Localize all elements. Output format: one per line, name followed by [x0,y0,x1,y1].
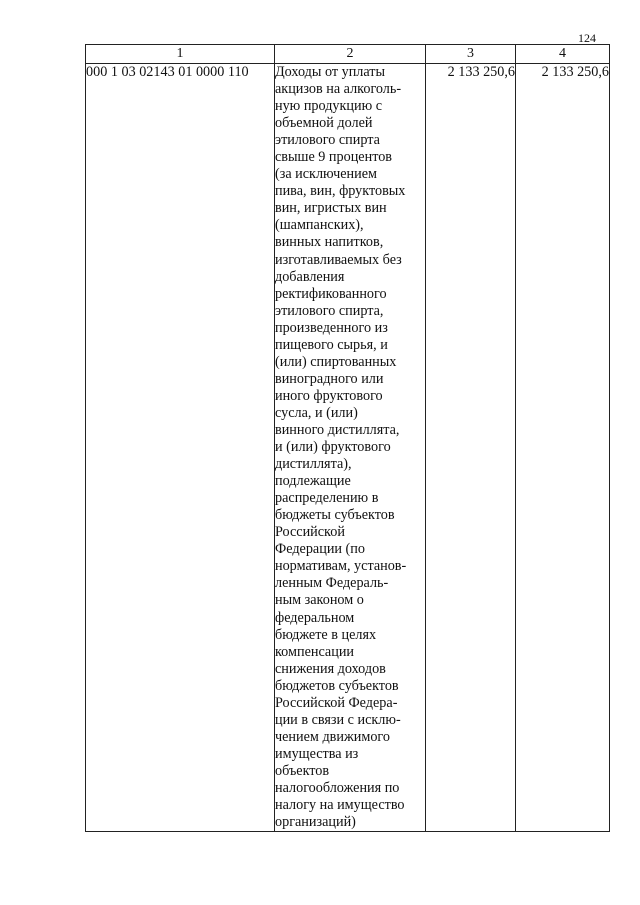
description-line: Доходы от уплаты [275,64,386,80]
column-header-3: 3 [426,45,516,64]
description-line: федеральном [275,609,355,626]
page-number: 124 [578,31,596,45]
description-line: дистиллята), [275,456,352,473]
description-line: виноградного или [275,370,384,387]
description-line: налогообложения по [275,779,400,796]
description-line: ную продукцию с [275,98,383,115]
table-header-row [86,45,610,64]
description-line: пива, вин, фруктовых [275,183,406,200]
description-line: иного фруктового [275,387,383,404]
description-line: Российской [275,524,345,541]
description-line: (за исключением [275,166,377,183]
description-line: компенсации [275,643,355,660]
description-line: распределению в [275,490,379,507]
description-line: ции в связи с исклю- [275,711,401,728]
column-header-2: 2 [275,45,426,64]
description-line: ректификованного [275,285,387,302]
description-line: Федерации (по [275,541,365,558]
column-header-1: 1 [86,45,275,64]
description-line: этилового спирта [275,132,380,149]
description-line: акцизов на алкоголь- [275,81,402,98]
description-line: добавления [275,268,345,285]
description-line: объемной долей [275,115,373,132]
description-line: имущества из [275,745,359,762]
description-line: произведенного из [275,319,388,336]
description-line: вин, игристых вин [275,200,387,217]
amount-column-3: 2 133 250,6 [426,64,516,832]
description-line: Российской Федера- [275,694,398,711]
table-row [86,64,610,832]
description-line: бюджетов субъектов [275,677,399,694]
column-header-4: 4 [516,45,610,64]
description-line: изготавливаемых без [275,251,402,268]
description-line: (или) спиртованных [275,353,397,370]
description-line: ленным Федераль- [275,575,389,592]
description-line: этилового спирта, [275,302,384,319]
description-line: снижения доходов [275,660,386,677]
description-line: налогу на имущество [275,797,405,814]
description-line: сусла, и (или) [275,404,358,421]
description-line: организаций) [275,814,356,831]
description-line: бюджете в целях [275,626,377,643]
description-line: свыше 9 процентов [275,149,393,166]
description-line: и (или) фруктового [275,439,391,456]
description-line: бюджеты субъектов [275,507,395,524]
description-line: чением движимого [275,728,390,745]
description-line: объектов [275,762,330,779]
income-description [275,64,426,832]
description-line: нормативам, установ- [275,558,407,575]
budget-classification-code: 000 1 03 02143 01 0000 110 [86,64,275,832]
description-line: (шампанских), [275,217,364,234]
budget-table [85,44,610,832]
description-line: винного дистиллята, [275,421,400,438]
description-line: подлежащие [275,473,351,490]
description-line: пищевого сырья, и [275,336,388,353]
description-line: ным законом о [275,592,364,609]
amount-column-4: 2 133 250,6 [516,64,610,832]
description-line: винных напитков, [275,234,384,251]
